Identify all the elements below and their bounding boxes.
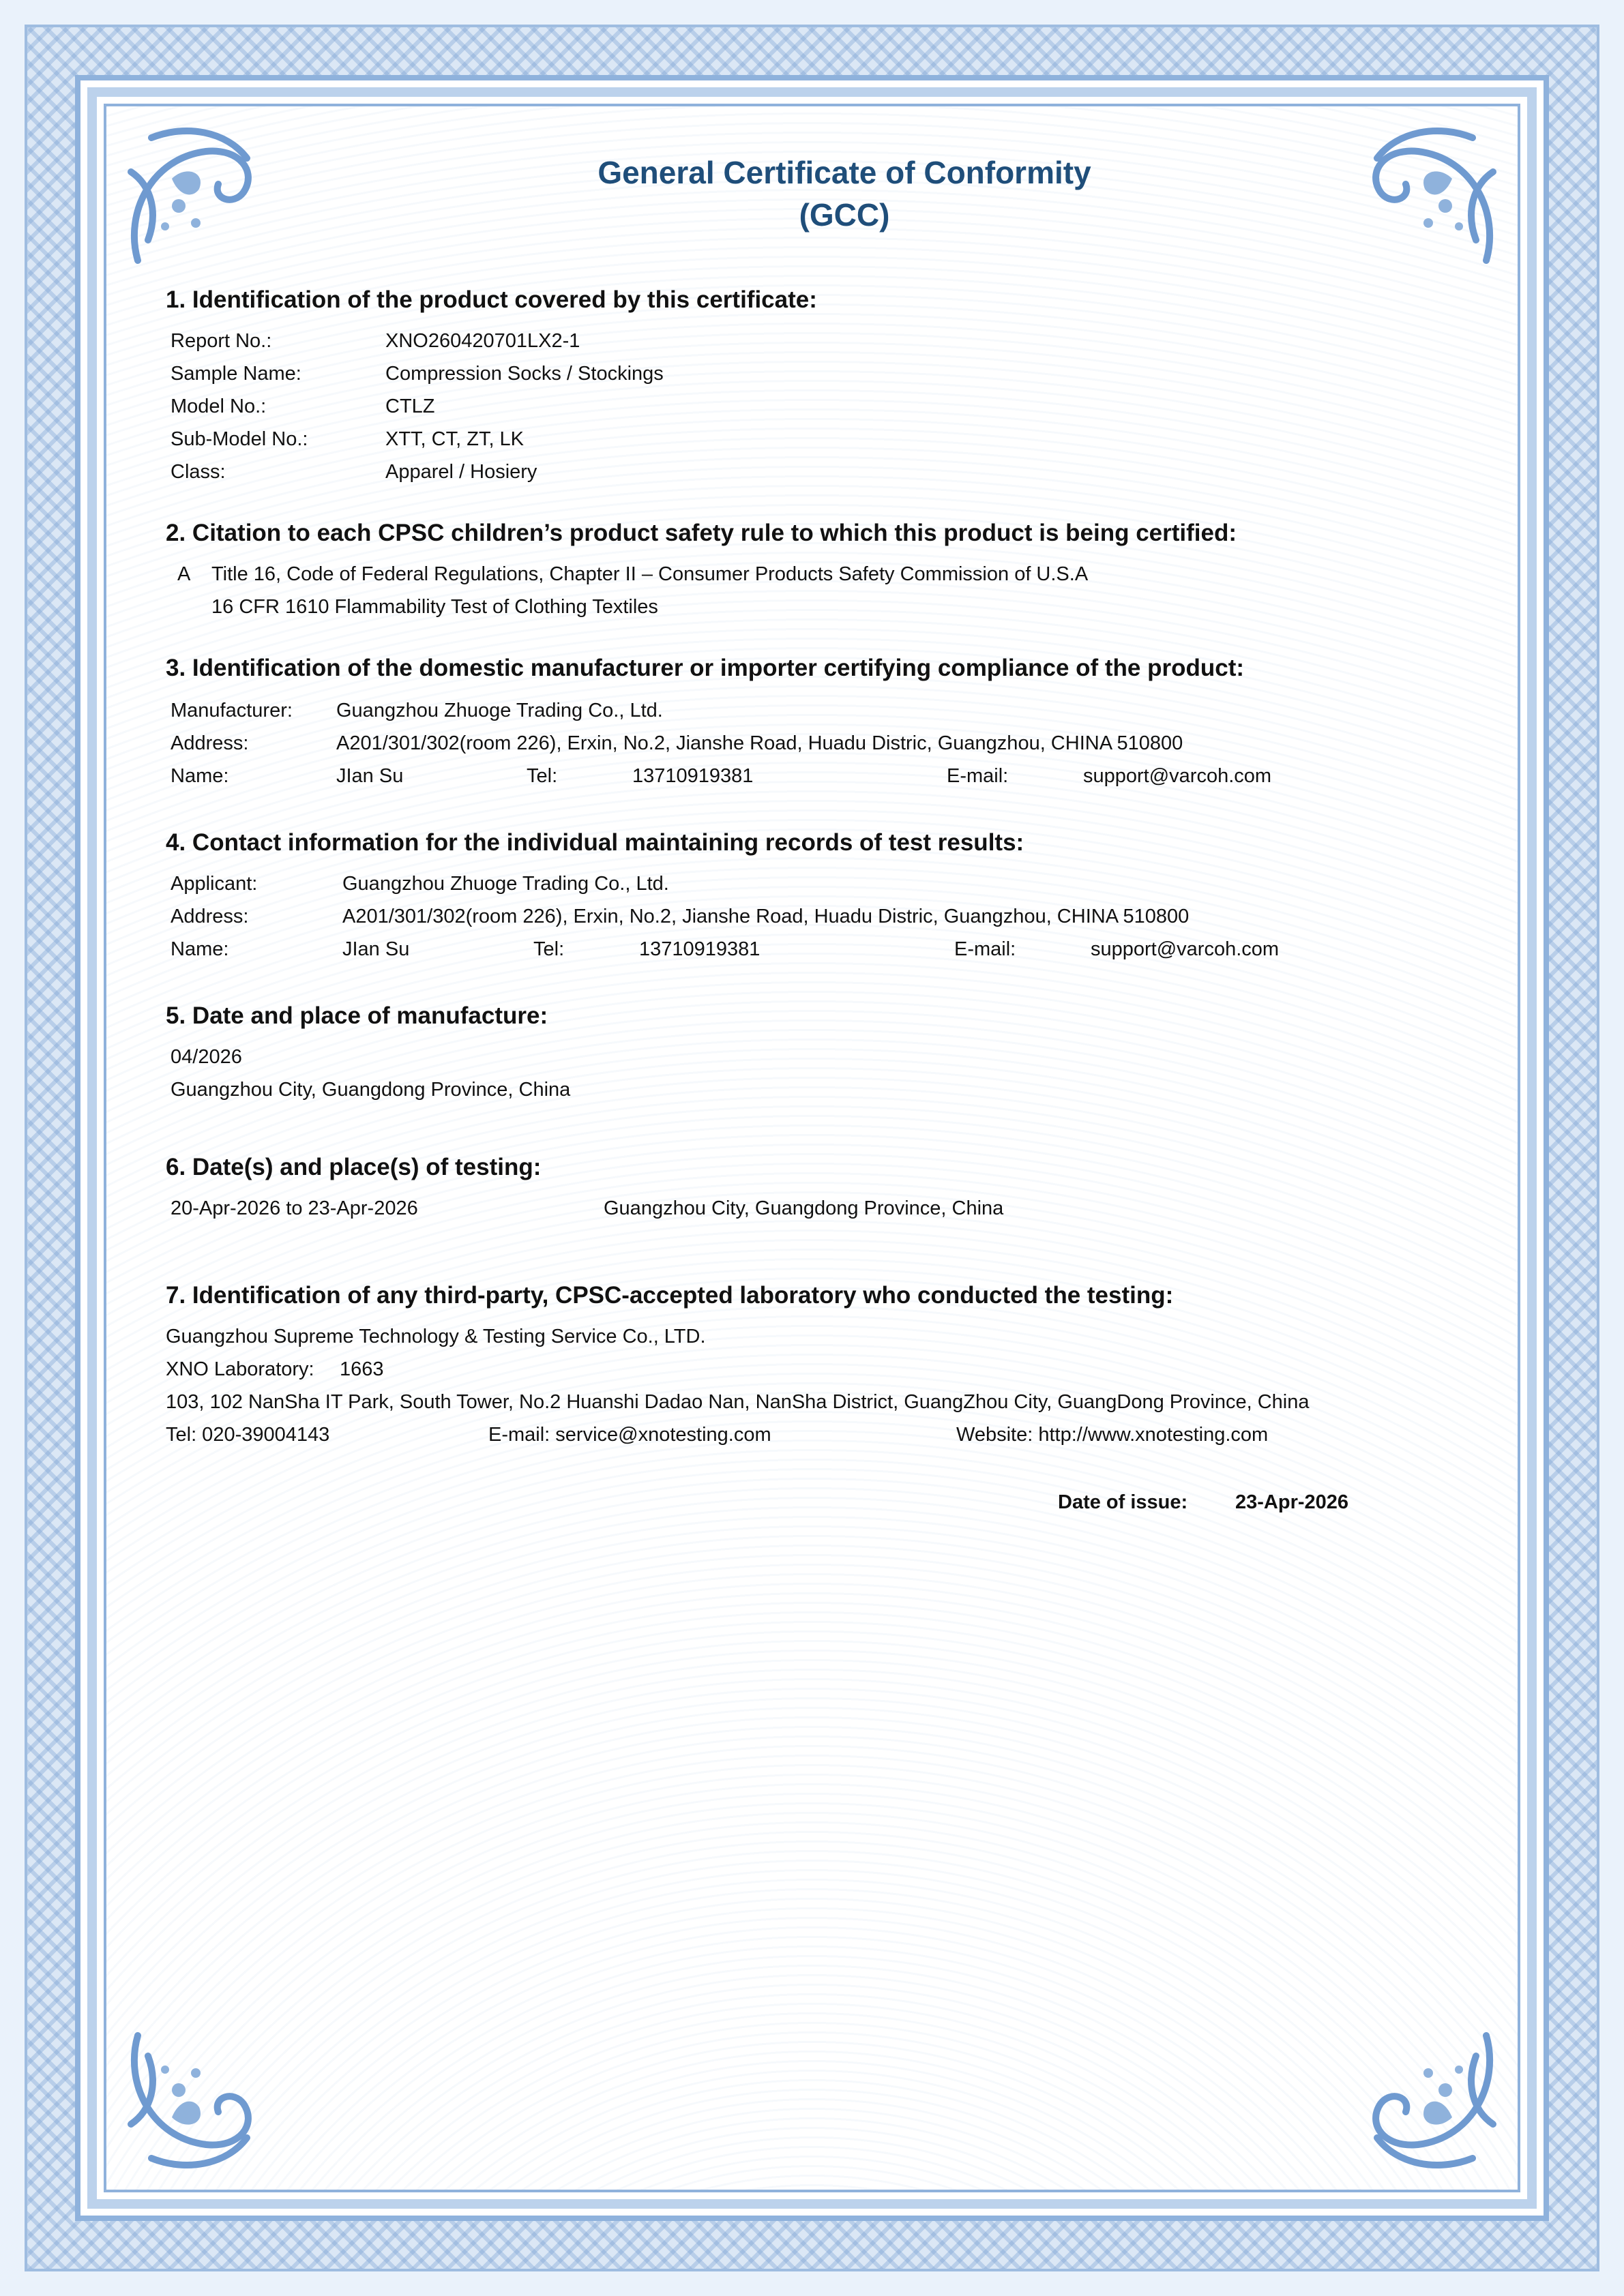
report-no-label: Report No.: bbox=[171, 330, 272, 352]
corner-ornament-icon bbox=[1336, 2008, 1514, 2186]
applicant-email-label: E-mail: bbox=[954, 938, 1016, 960]
lab-tel: Tel: 020-39004143 bbox=[166, 1424, 330, 1446]
issue-date-label: Date of issue: bbox=[1058, 1491, 1188, 1513]
applicant-value: Guangzhou Zhuoge Trading Co., Ltd. bbox=[342, 873, 669, 895]
issue-date-value: 23-Apr-2026 bbox=[1235, 1491, 1349, 1513]
class-value: Apparel / Hosiery bbox=[385, 461, 537, 483]
inner-paper bbox=[104, 104, 1520, 2192]
manufacturer-name-label: Name: bbox=[171, 765, 229, 787]
manufacture-date: 04/2026 bbox=[171, 1046, 242, 1068]
section-3-heading: 3. Identification of the domestic manufacturer or importer certifying compliance of the product: bbox=[166, 655, 1245, 681]
section-5-heading: 5. Date and place of manufacture: bbox=[166, 1002, 548, 1029]
section-7-heading: 7. Identification of any third-party, CPSC-accepted laboratory who conducted the testing: bbox=[166, 1282, 1174, 1309]
manufacture-place: Guangzhou City, Guangdong Province, China bbox=[171, 1079, 571, 1101]
lab-email: E-mail: service@xnotesting.com bbox=[488, 1424, 771, 1446]
applicant-tel-label: Tel: bbox=[533, 938, 565, 960]
manufacturer-email-value: support@varcoh.com bbox=[1083, 765, 1272, 787]
lab-address: 103, 102 NanSha IT Park, South Tower, No.2 Huanshi Dadao Nan, NanSha District, GuangZhou City, GuangDong Province, China bbox=[166, 1391, 1310, 1413]
applicant-name-label: Name: bbox=[171, 938, 229, 960]
applicant-name-value: JIan Su bbox=[342, 938, 410, 960]
applicant-email-value: support@varcoh.com bbox=[1091, 938, 1280, 960]
applicant-address-value: A201/301/302(room 226), Erxin, No.2, Jianshe Road, Huadu Distric, Guangzhou, CHINA 510800 bbox=[342, 906, 1190, 927]
page-title bbox=[0, 151, 1624, 236]
applicant-label: Applicant: bbox=[171, 873, 258, 895]
section-4-heading: 4. Contact information for the individual maintaining records of test results: bbox=[166, 829, 1024, 856]
manufacturer-email-label: E-mail: bbox=[947, 765, 1009, 787]
sample-name-label: Sample Name: bbox=[171, 363, 301, 385]
sub-model-value: XTT, CT, ZT, LK bbox=[385, 428, 525, 450]
applicant-tel-value: 13710919381 bbox=[639, 938, 761, 960]
citation-line-2: 16 CFR 1610 Flammability Test of Clothing Textiles bbox=[211, 596, 658, 618]
testing-dates: 20-Apr-2026 to 23-Apr-2026 bbox=[171, 1197, 418, 1219]
manufacturer-address-value: A201/301/302(room 226), Erxin, No.2, Jianshe Road, Huadu Distric, Guangzhou, CHINA 510800 bbox=[336, 732, 1183, 754]
manufacturer-tel-label: Tel: bbox=[527, 765, 558, 787]
citation-line-1: Title 16, Code of Federal Regulations, Chapter II – Consumer Products Safety Commission of U.S.A bbox=[211, 563, 1089, 585]
model-no-label: Model No.: bbox=[171, 396, 267, 417]
citation-marker: A bbox=[177, 563, 191, 585]
corner-ornament-icon bbox=[110, 2008, 288, 2186]
title-line-2: (GCC) bbox=[799, 197, 890, 233]
applicant-address-label: Address: bbox=[171, 906, 249, 927]
manufacturer-name-value: JIan Su bbox=[336, 765, 404, 787]
manufacturer-label: Manufacturer: bbox=[171, 700, 293, 721]
lab-id: 1663 bbox=[340, 1358, 384, 1380]
class-label: Class: bbox=[171, 461, 226, 483]
report-no-value: XNO260420701LX2-1 bbox=[385, 330, 580, 352]
testing-place: Guangzhou City, Guangdong Province, China bbox=[604, 1197, 1004, 1219]
section-1-heading: 1. Identification of the product covered by this certificate: bbox=[166, 286, 817, 313]
manufacturer-value: Guangzhou Zhuoge Trading Co., Ltd. bbox=[336, 700, 663, 721]
model-no-value: CTLZ bbox=[385, 396, 435, 417]
section-6-heading: 6. Date(s) and place(s) of testing: bbox=[166, 1154, 542, 1180]
lab-website: Website: http://www.xnotesting.com bbox=[956, 1424, 1269, 1446]
manufacturer-address-label: Address: bbox=[171, 732, 249, 754]
lab-name: Guangzhou Supreme Technology & Testing Service Co., LTD. bbox=[166, 1326, 706, 1347]
sub-model-label: Sub-Model No.: bbox=[171, 428, 308, 450]
lab-label: XNO Laboratory: bbox=[166, 1358, 314, 1380]
title-line-1: General Certificate of Conformity bbox=[597, 155, 1091, 190]
section-2-heading: 2. Citation to each CPSC children’s product safety rule to which this product is being certified: bbox=[166, 520, 1237, 546]
manufacturer-tel-value: 13710919381 bbox=[632, 765, 754, 787]
sample-name-value: Compression Socks / Stockings bbox=[385, 363, 664, 385]
